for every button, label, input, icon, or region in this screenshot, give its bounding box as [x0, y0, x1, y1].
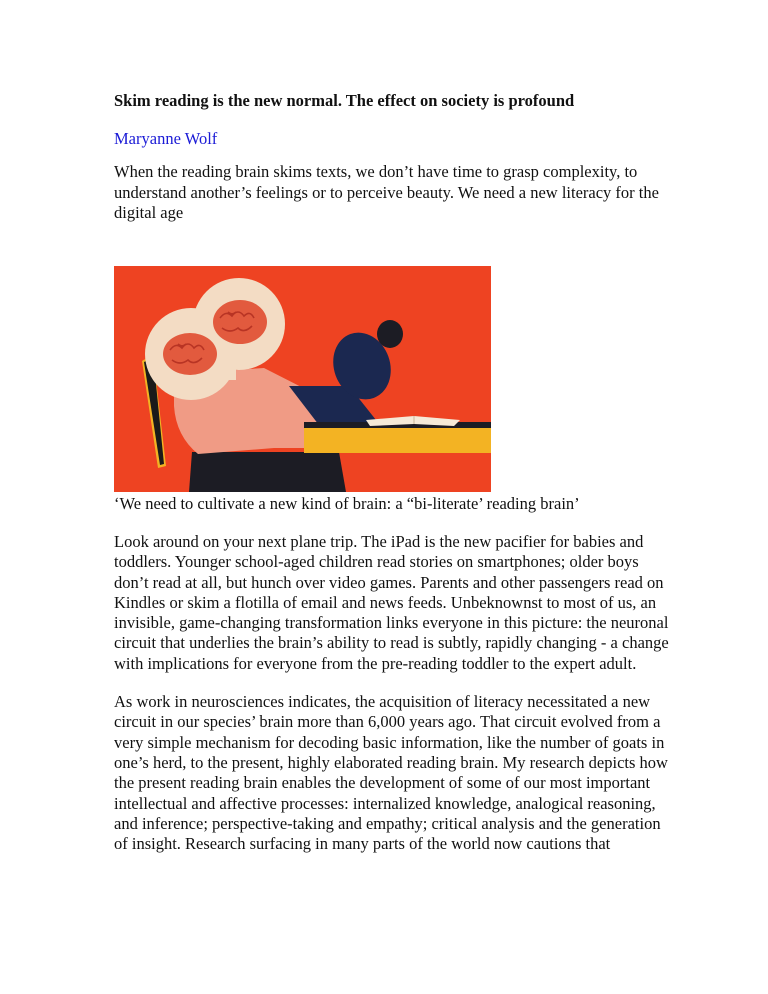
figure-hair-bun	[377, 320, 403, 348]
desk-leg	[314, 453, 320, 492]
article-title: Skim reading is the new normal. The effect on society is profound	[114, 91, 575, 110]
article	[114, 90, 674, 854]
brain-top	[213, 300, 267, 344]
image-caption: ‘We need to cultivate a new kind of brain: a “bi-literate’ reading brain’	[114, 493, 580, 513]
body-paragraph-2: As work in neurosciences indicates, the acquisition of literacy necessitated a new circuit in our species’ brain more than 6,000 years ago. That circuit evolved from a very simple mechanism for decoding basic information, like the number of goats in one’s herd, to the present, highly elaborated reading brain. My research depicts how the present reading brain enables the development of some of our most important intellectual and affective processes: internalized knowledge, analogical reasoning, and inference; perspective-taking and empathy; critical analysis and the generation of insight. Research surfacing in many parts of the world now cautions that	[114, 692, 668, 854]
desk-top	[304, 427, 491, 453]
article-standfirst: When the reading brain skims texts, we don’t have time to grasp complexity, to understand another’s feelings or to perceive beauty. We need a new literacy for the digital age	[114, 162, 659, 222]
brain-bottom	[163, 333, 217, 375]
author-link[interactable]: Maryanne Wolf	[114, 129, 218, 148]
body-paragraph-1: Look around on your next plane trip. The iPad is the new pacifier for babies and toddlers. Younger school-aged children read stories on smartphones; older boys don’t read at all, but hunch over video games. Parents and other passengers read on Kindles or skim a flotilla of email and news feeds. Unbeknownst to most of us, an invisible, game-changing transformation links everyone in this picture: the neuronal circuit that underlies the brain’s ability to read is subtly, rapidly changing - a change with implications for everyone from the pre-reading toddler to the expert adult.	[114, 532, 669, 673]
article-illustration	[114, 266, 491, 492]
figure-lower-body	[189, 452, 346, 492]
